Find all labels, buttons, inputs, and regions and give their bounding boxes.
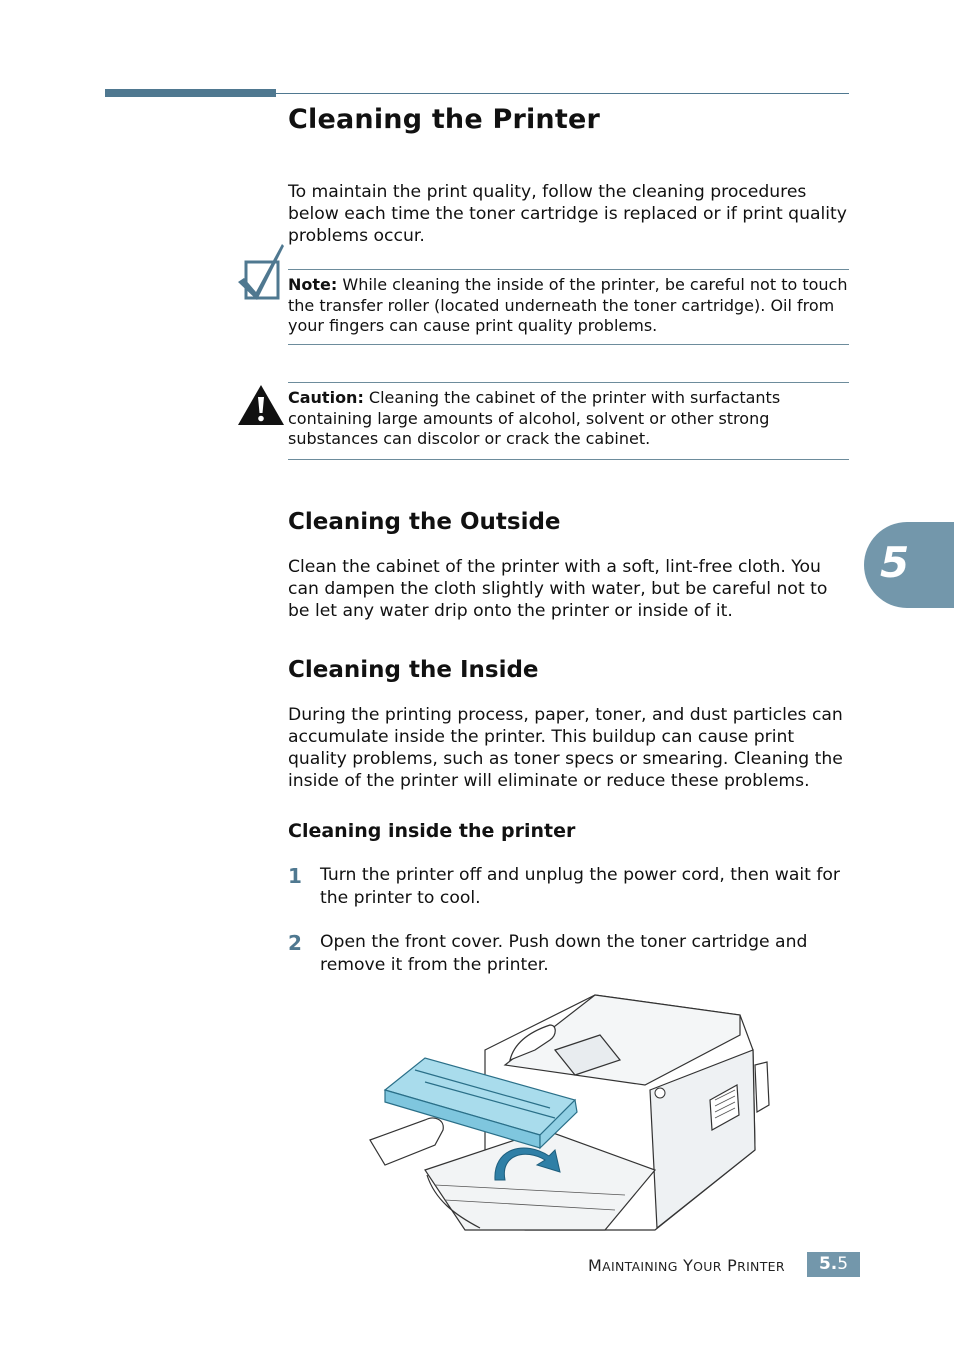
step-text: Turn the printer off and unplug the power cord, then wait for the printer to cool.: [320, 865, 841, 908]
footer-section-title: MAINTAINING YOUR PRINTER: [588, 1256, 785, 1275]
inside-paragraph: During the printing process, paper, toner, and dust particles can accumulate inside the printer. This buildup can cause print quality problems, such as toner specs or smearing. Cleaning the inside of the printer will eliminate or reduce these problems.: [288, 705, 843, 791]
checkmark-note-icon: [236, 242, 286, 302]
outside-heading: Cleaning the Outside: [288, 509, 561, 535]
caution-box: [288, 382, 849, 460]
header-rule-thin: [276, 93, 849, 94]
header-rule-thick: [105, 89, 276, 97]
note-box: [288, 269, 849, 345]
printer-toner-removal-illustration: [365, 990, 775, 1235]
caution-label: Caution:: [288, 388, 364, 407]
inside-heading: Cleaning the Inside: [288, 657, 539, 683]
page-chapter: 5.: [818, 1254, 838, 1274]
note-label: Note:: [288, 275, 338, 294]
outside-paragraph: Clean the cabinet of the printer with a soft, lint-free cloth. You can dampen the cloth slightly with water, but be careful not to be let any water drip onto the printer or inside of it.: [288, 557, 828, 621]
caution-text: Cleaning the cabinet of the printer with surfactants containing large amounts of alcohol, solvent or other strong substances can discolor or crack the cabinet.: [288, 388, 781, 448]
intro-paragraph: To maintain the print quality, follow the cleaning procedures below each time the toner cartridge is replaced or if print quality problems occur.: [288, 182, 847, 246]
page-number-badge: [807, 1252, 860, 1277]
chapter-number: 5: [880, 538, 910, 587]
step-number: 1: [288, 864, 302, 888]
warning-triangle-icon: [237, 384, 285, 426]
step-text: Open the front cover. Push down the toner cartridge and remove it from the printer.: [320, 932, 808, 975]
step-number: 2: [288, 931, 302, 955]
page-number: 5: [837, 1254, 849, 1274]
page-title: Cleaning the Printer: [288, 104, 600, 135]
procedure-heading: Cleaning inside the printer: [288, 820, 576, 842]
note-text: While cleaning the inside of the printer, be careful not to touch the transfer roller (located underneath the toner cartridge). Oil from your fingers can cause print quality problems.: [288, 275, 848, 335]
